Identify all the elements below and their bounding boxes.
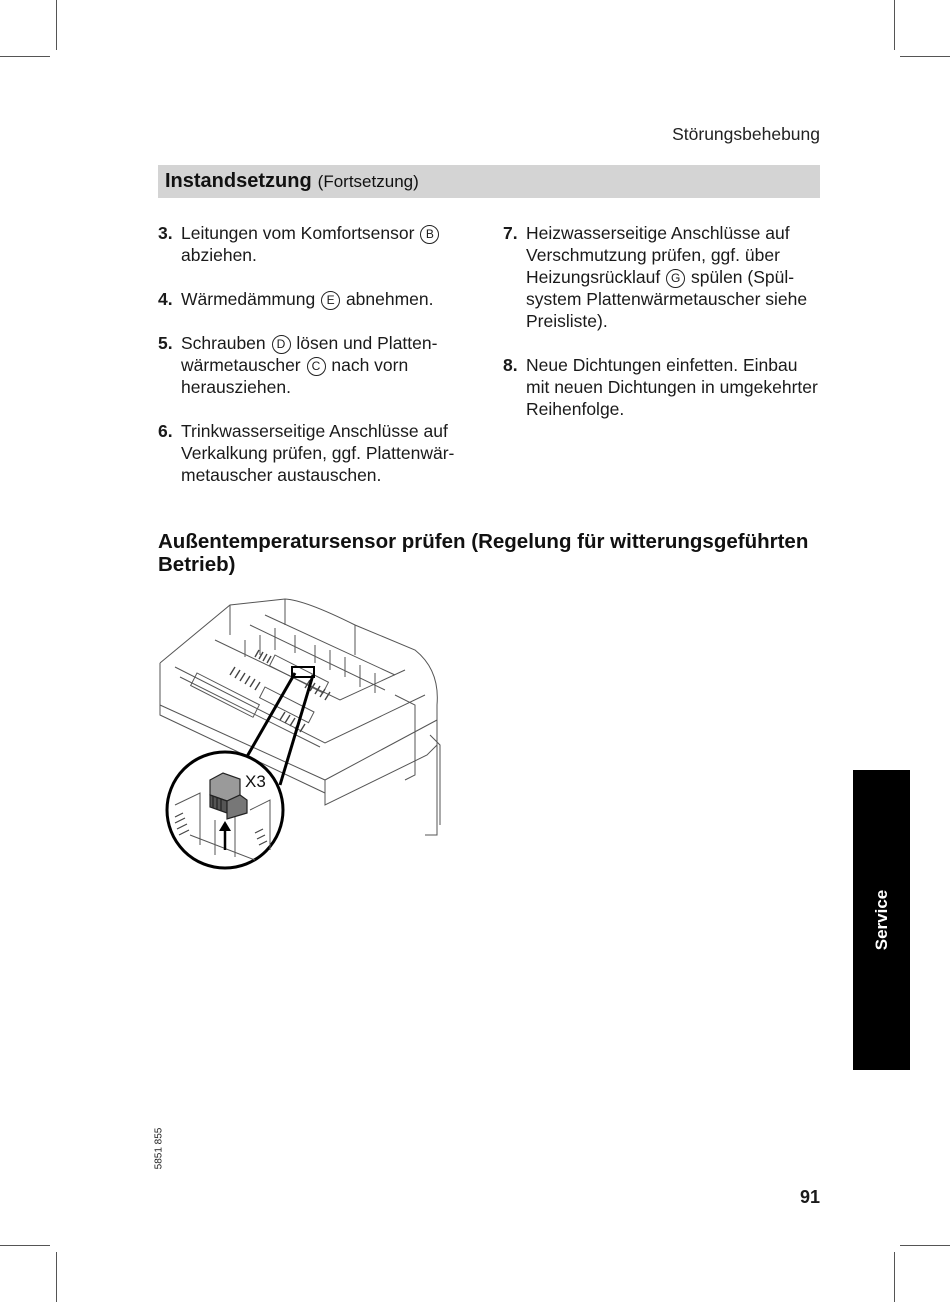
steps-left-column (158, 222, 488, 508)
crop-mark (0, 1245, 50, 1246)
component-marker: D (272, 335, 291, 354)
component-marker: B (420, 225, 439, 244)
step-text-part: spülen (Spülsystem Plattenwärmetauscher siehe Preisliste). (526, 267, 808, 331)
step-text (526, 354, 823, 420)
crop-mark (0, 56, 50, 57)
step-item (503, 222, 823, 332)
crop-mark (900, 1245, 950, 1246)
step-text-part: Heizwasserseitige Anschlüsse auf Verschmutzung prüfen, ggf. über Heizungsrücklauf (526, 223, 790, 287)
step-item (158, 222, 488, 266)
step-number: 8. (503, 355, 518, 375)
control-unit-illustration (155, 595, 455, 885)
section-title: Instandsetzung (165, 170, 312, 192)
step-text-part: Schrauben (181, 333, 271, 353)
steps-right-column (503, 222, 823, 442)
step-text-part: lösen und Plattenwärmetauscher (181, 333, 438, 375)
step-text-part: nach vorn herausziehen. (181, 355, 409, 397)
section-subtitle: (Fortsetzung) (317, 171, 419, 191)
crop-mark (894, 0, 895, 50)
step-text-part: abnehmen. (341, 289, 434, 309)
step-number: 3. (158, 223, 173, 243)
component-marker: E (321, 291, 340, 310)
step-item (158, 420, 488, 486)
step-item (158, 332, 488, 398)
step-text (181, 332, 488, 398)
step-item (503, 354, 823, 420)
step-text (526, 222, 823, 332)
step-number: 7. (503, 223, 518, 243)
connector-label: X3 (245, 772, 266, 791)
page-number: 91 (799, 1187, 820, 1207)
subheading: Außentemperatursensor prüfen (Regelung für witterungsgeführten Betrieb) (158, 530, 809, 576)
step-text-part: Leitungen vom Komfortsensor (181, 223, 420, 243)
crop-mark (56, 0, 57, 50)
step-number: 4. (158, 289, 173, 309)
chapter-title: Störungsbehebung (672, 124, 820, 144)
step-number: 6. (158, 421, 173, 441)
step-text-part: Trinkwasserseitige Anschlüsse auf Verkalkung prüfen, ggf. Plattenwärmetauscher austauschen. (181, 421, 455, 485)
step-text (181, 222, 488, 266)
step-text (181, 288, 488, 310)
component-marker: G (666, 269, 685, 288)
crop-mark (900, 56, 950, 57)
side-tab-label: Service (871, 889, 891, 951)
section-header (158, 165, 820, 198)
component-marker: C (307, 357, 326, 376)
service-side-tab (853, 770, 910, 1070)
step-text-part: Wärmedämmung (181, 289, 321, 309)
step-text (181, 420, 488, 486)
step-number: 5. (158, 333, 173, 353)
crop-mark (56, 1252, 57, 1302)
step-item (158, 288, 488, 310)
document-number: 5851 855 (153, 1127, 165, 1170)
step-text-part: abziehen. (181, 245, 257, 265)
crop-mark (894, 1252, 895, 1302)
step-text-part: Neue Dichtungen einfetten. Einbau mit neuen Dichtungen in umgekehrter Reihenfolge. (526, 355, 818, 419)
